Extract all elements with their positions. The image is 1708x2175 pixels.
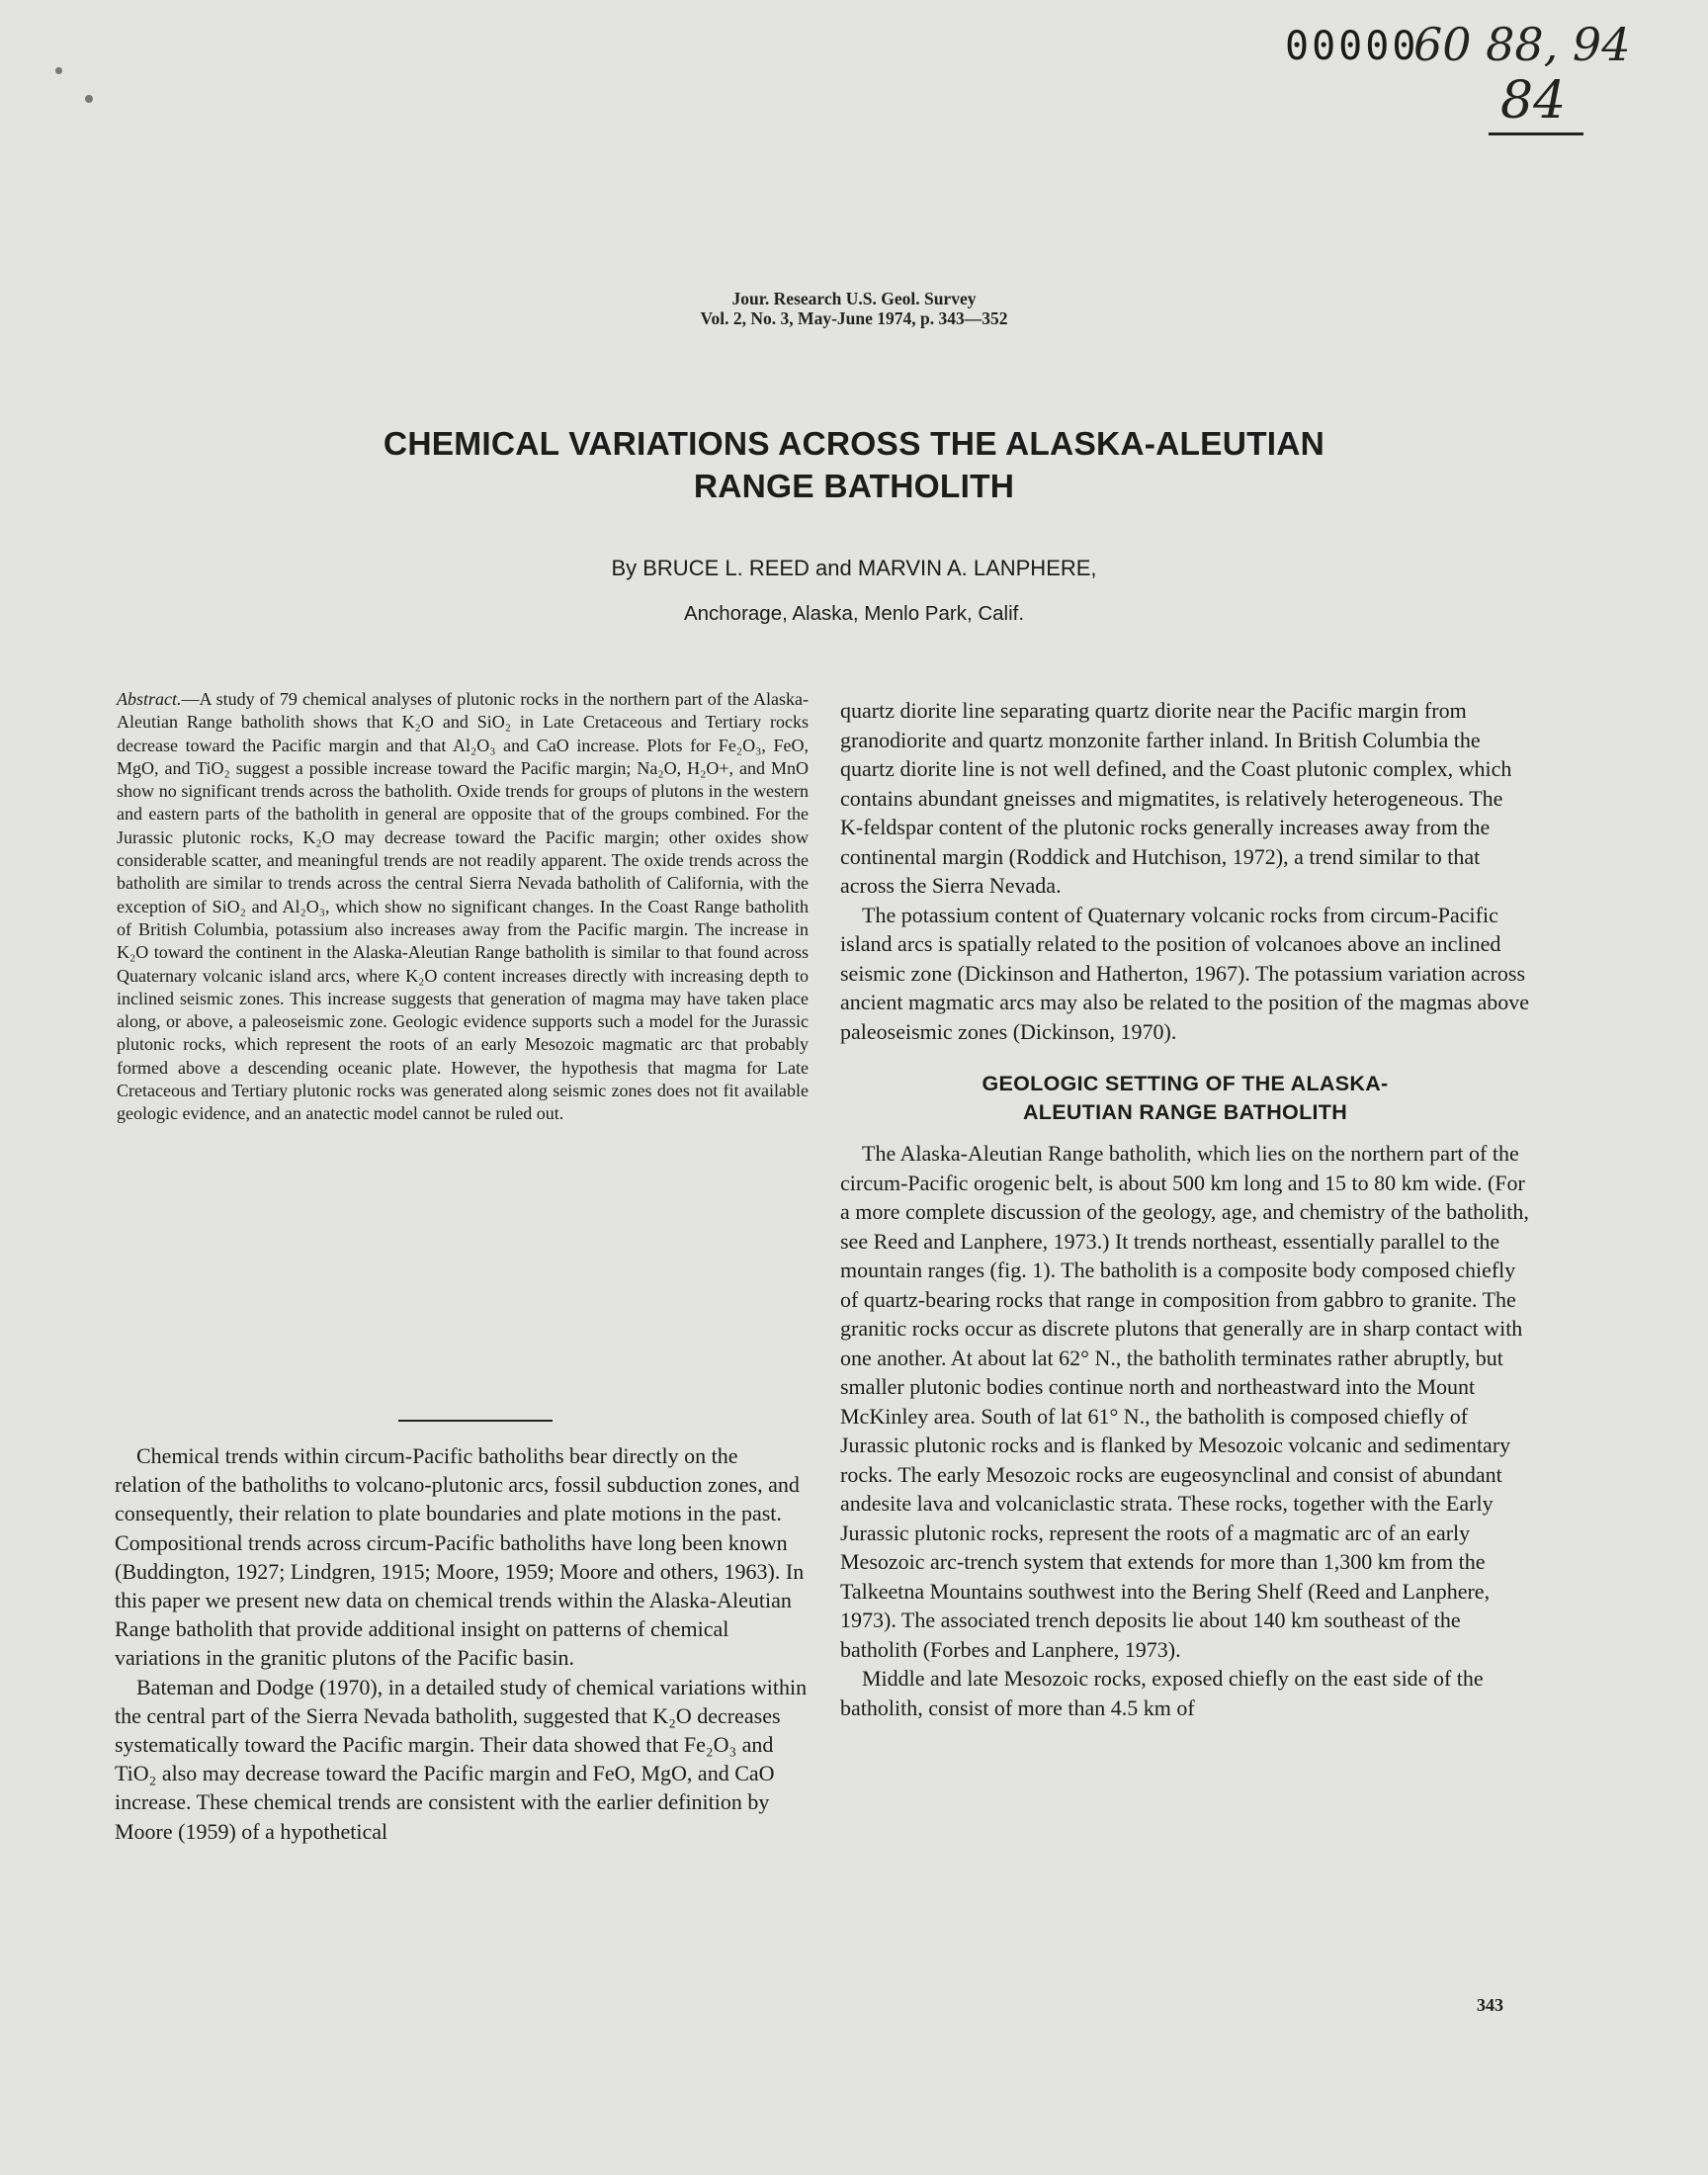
abstract: [117, 688, 809, 1126]
abstract-text: —A study of 79 chemical analyses of plutonic rocks in the northern part of the Alaska-Aleutian Range batholith shows that K₂O and SiO₂ in Late Cretaceous and Tertiary rocks decrease toward the Pacific margin and that Al₂O₃ and CaO increase. Plots for Fe₂O₃, FeO, MgO, and TiO₂ suggest a possible increase toward the Pacific margin; Na₂O, H₂O+, and MnO show no significant trends across the batholith. Oxide trends for groups of plutons in the western and eastern parts of the batholith in general are opposite that of the groups combined. For the Jurassic plutonic rocks, K₂O may decrease toward the Pacific margin; other oxides show considerable scatter, and meaningful trends are not readily apparent. The oxide trends across the batholith are similar to trends across the central Sierra Nevada batholith of California, with the exception of SiO₂ and Al₂O₃, which show no significant changes. In the Coast Range batholith of British Columbia, potassium also increases away from the Pacific margin. The increase in K₂O toward the continent in the Alaska-Aleutian Range batholith is similar to that found across Quaternary volcanic island arcs, where K₂O content increases directly with increasing depth to inclined seismic zones. This increase suggests that generation of magma may have taken place along, or above, a paleoseismic zone. Geologic evidence supports such a model for the Jurassic plutonic rocks, which represent the roots of an early Mesozoic magmatic arc that probably formed above a descending oceanic plate. However, the hypothesis that magma for Late Cretaceous and Tertiary plutonic rocks was generated along seismic zones does not fit available geologic evidence, and an anatectic model cannot be ruled out.: [117, 689, 809, 1124]
handwritten-annotation-underlined: 84: [1500, 71, 1567, 130]
journal-line: Jour. Research U.S. Geol. Survey: [731, 289, 977, 308]
right-column-body: [840, 696, 1530, 1722]
margin-speck: [85, 95, 93, 103]
body-paragraph: Bateman and Dodge (1970), in a detailed study of chemical variations within the central part of the Sierra Nevada batholith, suggested that K₂O decreases systematically toward the Pacific margin. Their data showed that Fe₂O₃ and TiO₂ also may decrease toward the Pacific margin and FeO, MgO, and CaO increase. These chemical trends are consistent with the earlier definition by Moore (1959) of a hypothetical: [115, 1674, 808, 1844]
body-paragraph: The potassium content of Quaternary volcanic rocks from circum-Pacific island arcs is spatially related to the position of volcanoes above an inclined seismic zone (Dickinson and Hatherton, 1967). The potassium variation across ancient magmatic arcs may also be related to the position of the magmas above paleoseismic zones (Dickinson, 1970).: [840, 902, 1530, 1044]
handwritten-annotation: 60 88, 94: [1413, 18, 1631, 71]
title-line: CHEMICAL VARIATIONS ACROSS THE ALASKA-ALEUTIAN: [383, 426, 1325, 463]
section-heading: [840, 1070, 1530, 1127]
article-title: [212, 423, 1496, 508]
section-heading-line: GEOLOGIC SETTING OF THE ALASKA-: [982, 1072, 1389, 1095]
journal-line: Vol. 2, No. 3, May-June 1974, p. 343—352: [700, 308, 1008, 328]
affiliation: Anchorage, Alaska, Menlo Park, Calif.: [683, 602, 1025, 625]
body-paragraph: The Alaska-Aleutian Range batholith, which lies on the northern part of the circum-Pacific orogenic belt, is about 500 km long and 15 to 80 km wide. (For a more complete discussion of the geology, age, and chemistry of the batholith, see Reed and Lanphere, 1973.) It trends northeast, essentially parallel to the mountain ranges (fig. 1). The batholith is a composite body composed chiefly of quartz-bearing rocks that range in composition from gabbro to granite. The granitic rocks occur as discrete plutons that generally are in sharp contact with one another. At about lat 62° N., the batholith terminates rather abruptly, but smaller plutonic bodies continue north and northeastward into the Mount McKinley area. South of lat 61° N., the batholith is composed chiefly of Jurassic plutonic rocks and is flanked by Mesozoic volcanic and sedimentary rocks. The early Mesozoic rocks are eugeosynclinal and consist of abundant andesite lava and volcaniclastic strata. These rocks, together with the Early Jurassic plutonic rocks, represent the roots of a magmatic arc of an early Mesozoic arc-trench system that extends for more than 1,300 km from the Talkeetna Mountains southwest into the Bering Shelf (Reed and Lanphere, 1973). The associated trench deposits lie about 140 km southeast of the batholith (Forbes and Lanphere, 1973).: [840, 1141, 1529, 1662]
byline: By BRUCE L. REED and MARVIN A. LANPHERE,: [611, 556, 1097, 580]
body-paragraph: Chemical trends within circum-Pacific batholiths bear directly on the relation of the batholiths to volcano-plutonic arcs, fossil subduction zones, and consequently, their relation to plate boundaries and plate motions in the past. Compositional trends across circum-Pacific batholiths have long been known (Buddington, 1927; Lindgren, 1915; Moore, 1959; Moore and others, 1963). In this paper we present new data on chemical trends within the Alaska-Aleutian Range batholith that provide additional insight on patterns of chemical variations in the granitic plutons of the Pacific basin.: [115, 1443, 805, 1671]
body-paragraph: quartz diorite line separating quartz diorite near the Pacific margin from granodiorite and quartz monzonite farther inland. In British Columbia the quartz diorite line is not well defined, and the Coast plutonic complex, which contains abundant gneisses and migmatites, is relatively heterogeneous. The K-feldspar content of the plutonic rocks generally increases away from the continental margin (Roddick and Hutchison, 1972), a trend similar to that across the Sierra Nevada.: [840, 698, 1512, 898]
handwritten-underline: [1489, 132, 1583, 135]
margin-speck: [55, 67, 62, 74]
section-divider: [398, 1420, 553, 1422]
title-line: RANGE BATHOLITH: [693, 469, 1015, 505]
journal-citation: [0, 289, 1708, 328]
left-column-body: [115, 1441, 810, 1846]
body-paragraph: Middle and late Mesozoic rocks, exposed chiefly on the east side of the batholith, consist of more than 4.5 km of: [840, 1666, 1484, 1720]
abstract-lead: Abstract.: [117, 689, 182, 709]
page-number: 343: [1477, 1995, 1503, 2015]
stamp-number: 00000: [1285, 24, 1419, 69]
section-heading-line: ALEUTIAN RANGE BATHOLITH: [1022, 1100, 1348, 1124]
